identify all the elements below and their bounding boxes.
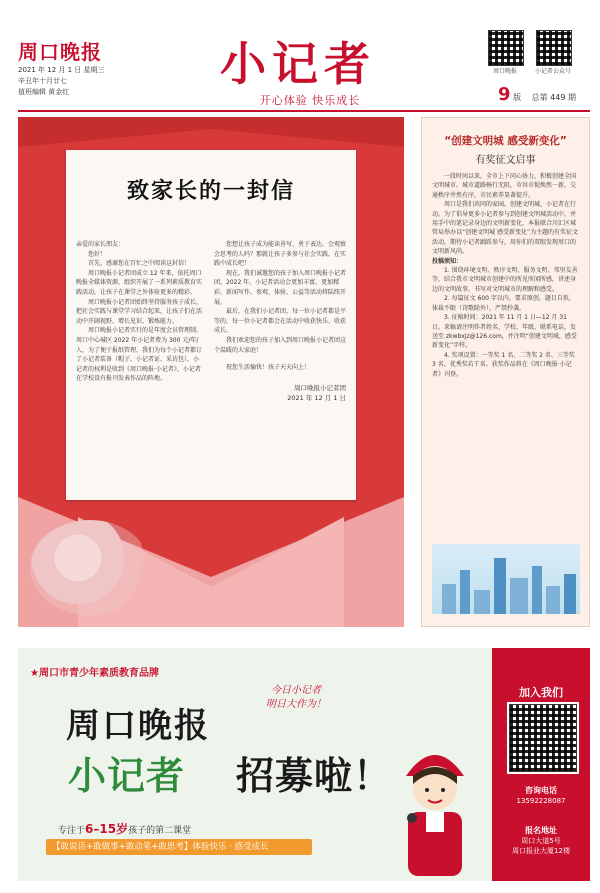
contest-body <box>432 172 580 379</box>
letter-paragraph: 周口晚报小记者团始终坚持服务孩子成长，把社会实践与课堂学习结合起来，让孩子们在活动中开阔视野、增长见识、锻炼能力。 <box>76 298 203 325</box>
signup-qr-code[interactable] <box>507 702 579 774</box>
contest-subtitle: 有奖征文启事 <box>475 155 536 166</box>
page-slogan: 开心体验 快乐成长 <box>259 94 361 107</box>
page-number-bar <box>498 84 590 105</box>
focus-age: 6–15岁 <box>85 822 129 836</box>
qr-left[interactable] <box>488 30 527 75</box>
join-us-label: 加入我们 <box>519 686 563 699</box>
lunar-date: 辛丑年十月廿七 <box>18 77 67 85</box>
consult-label: 咨询电话 <box>525 786 557 795</box>
contest-paragraph: 1. 围绕环境文明、秩序文明、服务文明、邻里友善等，结合我市文明城市创建中的所见所闻所感，讲述身边的文明故事，书写对文明城市的理解和感受。 <box>432 267 578 293</box>
child-reporter-illustration <box>394 736 476 876</box>
qr-left-caption: 周口晚报 <box>492 68 517 75</box>
letter-paragraph: 您好！ <box>88 250 107 258</box>
consult-phone[interactable]: 13592228087 <box>516 797 566 805</box>
page-number: 9 <box>498 84 511 105</box>
letter-paragraph: 首先，感谢您在百忙之中阅读这封信！ <box>88 260 191 268</box>
qr-code-icon <box>488 30 524 66</box>
address-label: 报名地址 <box>525 826 557 835</box>
banner-handwriting: 今日小记者 明日大作为！ <box>266 685 326 710</box>
newspaper-brand: 周口晚报 <box>18 40 102 64</box>
qr-code-icon <box>509 704 577 772</box>
banner-focus <box>58 820 191 837</box>
contest-title: “创建文明城 感受新变化” <box>444 135 567 147</box>
consult-info <box>492 786 590 806</box>
letter-paragraph: 祝您生活愉快！孩子天天向上！ <box>226 364 311 372</box>
letter-paragraph: 现在，我们诚邀您的孩子加入周口晚报小记者团，2022 年，小记者活动会更加丰富，更加精彩，新闻写作、参观、体验、公益等活动将陆续开展。 <box>214 269 347 306</box>
letter-sign-date: 2021 年 12 月 1 日 <box>287 393 346 402</box>
contest-paragraph: 2. 每篇征文 600 字以内，要求原创，题目自拟，体裁不限（诗歌除外），严禁抄袭。 <box>432 295 575 312</box>
letter-title: 致家长的一封信 <box>126 178 295 204</box>
city-skyline-illustration <box>432 544 580 614</box>
banner-headline-2: 小记者 <box>68 753 186 798</box>
issue-date: 2021 年 12 月 1 日 星期三 <box>18 66 105 74</box>
address-line-1: 周口大道5号 <box>521 837 561 845</box>
letter-paragraph: 周口晚报小记者团成立 12 年来，依托周口晚报全媒体资源，组织开展了一系列素质教育实践活动，让孩子在课堂之外体验更多的精彩。 <box>76 269 203 296</box>
banner-headline-3: 招募啦！ <box>236 753 393 798</box>
contest-paragraph: 3. 征稿时间：2021 年 11 月 1 日—12 月 31 日。来稿请注明作者姓名、学校、年级、联系电话，发送至 zkwbxjz@126.com，并注明“创建文明城，感受新变化”字样。 <box>432 314 577 350</box>
page-label: 版 <box>513 93 522 102</box>
letter-paragraph: 亲爱的家长朋友： <box>76 241 125 248</box>
focus-suffix: 孩子的第二课堂 <box>128 826 192 836</box>
masthead-left <box>18 36 128 98</box>
flower-decoration <box>30 520 150 615</box>
address-info <box>492 826 590 856</box>
qr-code-icon <box>536 30 572 66</box>
address-line-2: 周口报业大厦12楼 <box>512 847 570 855</box>
letter-column-2 <box>214 240 346 403</box>
editor-on-duty: 值班编辑 黄金红 <box>18 88 70 96</box>
banner-headline-1: 周口晚报 <box>66 706 210 746</box>
masthead-divider <box>18 110 590 112</box>
letter-paragraph: 您想让孩子成为能读善写、勇于表达、会观察会思考的人吗？那就让孩子多参与社会实践，在实践中成长吧！ <box>214 241 347 268</box>
banner-tags: 【敢说话+敢做事+敢动笔+敢思考】体验快乐 · 感受成长 <box>46 839 312 855</box>
contest-paragraph: 一段时间以来，全市上下同心协力，积极创建全国文明城市。城市道路畅行无阻，市容市貌焕然一新，交通秩序井然有序，市民素养显著提升。 <box>432 173 577 199</box>
letter-signature: 周口晚报小记者团 <box>294 383 346 392</box>
letter-column-1 <box>76 240 202 384</box>
letter-paragraph: 周口晚报小记者实行的是年度会员管理制，周口中心城区 2022 年小记者费为 300 元/年/人。为了便于报纸管理，我们为每个小记者都订了小记者装备（帽子、小记者证、采访包），小记者的权利是收到《周口晚报·小记者》，小记者在学校设有报刊发表作品的阵地。 <box>76 327 203 383</box>
qr-right-caption: 小记者公众号 <box>534 68 571 75</box>
letter-paragraph: 最后，在我们小记者团，每一位小记者都是平等的，每一位小记者都会在活动中收获快乐、收获成长。 <box>214 308 347 335</box>
contest-paragraph: 周口是我们共同的家园。创建文明城，小记者在行动。为了倡导更多小记者参与到创建文明城活动中，并用手中的笔记录身边的文明新变化，本报联合川汇区城管局举办以“创建文明城 感受新变化”为主题的有奖征文活动，期待小记者踊跃参与，用你们的双眼发现周口的文明新风尚。 <box>432 201 579 256</box>
focus-prefix: 专注于 <box>58 826 86 836</box>
qr-right[interactable] <box>536 30 575 75</box>
contest-heading: 投稿须知： <box>432 257 463 265</box>
contest-paragraph: 4. 奖项设置：一等奖 1 名、二等奖 2 名、三等奖 3 名、优秀奖若干名。获奖作品将在《周口晚报·小记者》刊登。 <box>432 351 575 378</box>
banner-brand: ★周口市青少年素质教育品牌 <box>30 668 159 679</box>
page-title: 小记者 <box>220 37 376 91</box>
letter-paragraph: 我们欢迎您的孩子加入到周口晚报小记者团这个温暖的大家庭！ <box>214 336 347 354</box>
issue-count: 总第 449 期 <box>531 93 576 102</box>
